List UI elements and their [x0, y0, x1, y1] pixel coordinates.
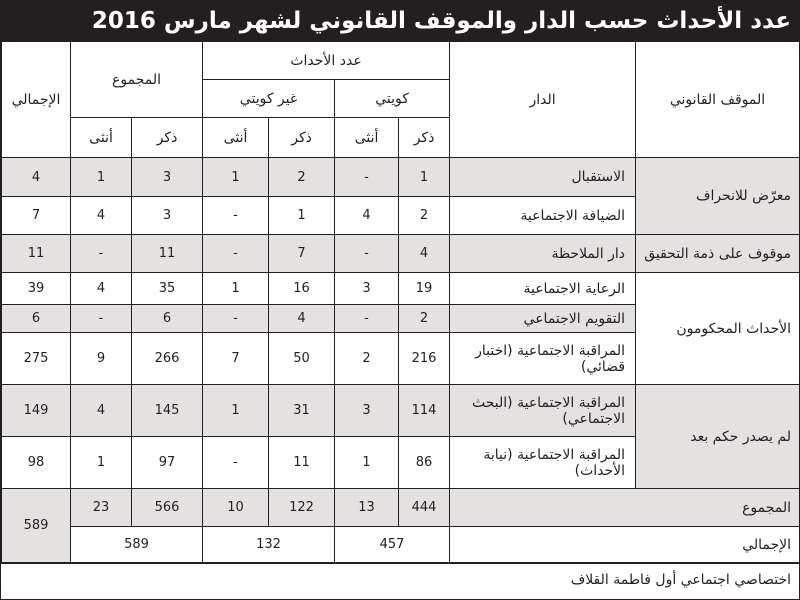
total-cell: 98	[2, 437, 71, 489]
value-cell: 1	[203, 385, 269, 437]
header-legal-status: الموقف القانوني	[636, 42, 800, 158]
value-cell: 6	[132, 305, 203, 333]
value-cell: 1	[203, 158, 269, 197]
value-cell: 2	[269, 158, 335, 197]
sum-row	[2, 489, 800, 527]
value-cell: -	[335, 235, 399, 273]
category-cell: لم يصدر حكم بعد	[636, 385, 800, 489]
value-cell: 97	[132, 437, 203, 489]
header-grand-total: الإجمالي	[2, 42, 71, 158]
total-cell: 4	[2, 158, 71, 197]
value-cell: 19	[399, 273, 450, 305]
value-cell: 2	[399, 197, 450, 235]
value-cell: 13	[335, 489, 399, 527]
category-cell: معرّض للانحراف	[636, 158, 800, 235]
value-cell: 4	[269, 305, 335, 333]
house-cell: الضيافة الاجتماعية	[450, 197, 636, 235]
value-cell: 4	[399, 235, 450, 273]
grand-non-kuwaiti: 132	[203, 527, 335, 563]
header-kuwaiti: كويتي	[335, 80, 450, 118]
value-cell: 444	[399, 489, 450, 527]
house-cell: دار الملاحظة	[450, 235, 636, 273]
value-cell: 1	[71, 158, 132, 197]
value-cell: 86	[399, 437, 450, 489]
value-cell: 3	[132, 197, 203, 235]
total-cell: 11	[2, 235, 71, 273]
category-cell: الأحداث المحكومون	[636, 273, 800, 385]
value-cell: -	[203, 235, 269, 273]
value-cell: 122	[269, 489, 335, 527]
house-cell: المراقبة الاجتماعية (البحث الاجتماعي)	[450, 385, 636, 437]
value-cell: 2	[335, 333, 399, 385]
header-female: أنثى	[71, 118, 132, 158]
value-cell: 35	[132, 273, 203, 305]
footer-credit: اختصاصي اجتماعي أول فاطمة القلاف	[1, 563, 799, 596]
value-cell: 1	[335, 437, 399, 489]
value-cell: -	[335, 158, 399, 197]
house-cell: المراقبة الاجتماعية (نيابة الأحداث)	[450, 437, 636, 489]
header-total: المجموع	[71, 42, 203, 118]
value-cell: -	[203, 305, 269, 333]
value-cell: 1	[399, 158, 450, 197]
value-cell: 1	[71, 437, 132, 489]
header-count: عدد الأحداث	[203, 42, 450, 80]
data-table	[1, 41, 800, 563]
table-row	[2, 158, 800, 197]
value-cell: 3	[132, 158, 203, 197]
value-cell: 11	[269, 437, 335, 489]
grand-kuwaiti: 457	[335, 527, 450, 563]
total-cell: 6	[2, 305, 71, 333]
value-cell: 114	[399, 385, 450, 437]
value-cell: 3	[335, 385, 399, 437]
table-row	[2, 385, 800, 437]
header-non-kuwaiti: غير كويتي	[203, 80, 335, 118]
value-cell: 23	[71, 489, 132, 527]
value-cell: 4	[71, 197, 132, 235]
header-row-1	[2, 42, 800, 80]
value-cell: 11	[132, 235, 203, 273]
grand-total-cell: 589	[2, 489, 71, 563]
value-cell: 1	[203, 273, 269, 305]
value-cell: 31	[269, 385, 335, 437]
total-cell: 7	[2, 197, 71, 235]
value-cell: 4	[71, 273, 132, 305]
value-cell: -	[203, 437, 269, 489]
value-cell: -	[71, 235, 132, 273]
total-cell: 275	[2, 333, 71, 385]
header-male: ذكر	[399, 118, 450, 158]
value-cell: -	[335, 305, 399, 333]
value-cell: 7	[269, 235, 335, 273]
grand-label: الإجمالي	[450, 527, 800, 563]
value-cell: 3	[335, 273, 399, 305]
value-cell: 9	[71, 333, 132, 385]
category-cell: موقوف على ذمة التحقيق	[636, 235, 800, 273]
header-female: أنثى	[335, 118, 399, 158]
header-female: أنثى	[203, 118, 269, 158]
value-cell: 2	[399, 305, 450, 333]
value-cell: 216	[399, 333, 450, 385]
value-cell: 4	[335, 197, 399, 235]
house-cell: المراقبة الاجتماعية (اختبار قضائي)	[450, 333, 636, 385]
header-house: الدار	[450, 42, 636, 158]
value-cell: 566	[132, 489, 203, 527]
value-cell: 50	[269, 333, 335, 385]
house-cell: الاستقبال	[450, 158, 636, 197]
value-cell: 4	[71, 385, 132, 437]
grand-row	[2, 527, 800, 563]
total-cell: 39	[2, 273, 71, 305]
header-male: ذكر	[269, 118, 335, 158]
value-cell: 16	[269, 273, 335, 305]
total-cell: 149	[2, 385, 71, 437]
table-row	[2, 273, 800, 305]
sum-label: المجموع	[450, 489, 800, 527]
value-cell: 266	[132, 333, 203, 385]
value-cell: 7	[203, 333, 269, 385]
value-cell: 1	[269, 197, 335, 235]
table-row	[2, 235, 800, 273]
header-male: ذكر	[132, 118, 203, 158]
value-cell: -	[203, 197, 269, 235]
value-cell: 145	[132, 385, 203, 437]
house-cell: الرعاية الاجتماعية	[450, 273, 636, 305]
value-cell: -	[71, 305, 132, 333]
value-cell: 10	[203, 489, 269, 527]
house-cell: التقويم الاجتماعي	[450, 305, 636, 333]
grand-sum: 589	[71, 527, 203, 563]
table-title: عدد الأحداث حسب الدار والموقف القانوني لشهر مارس 2016	[1, 1, 799, 41]
